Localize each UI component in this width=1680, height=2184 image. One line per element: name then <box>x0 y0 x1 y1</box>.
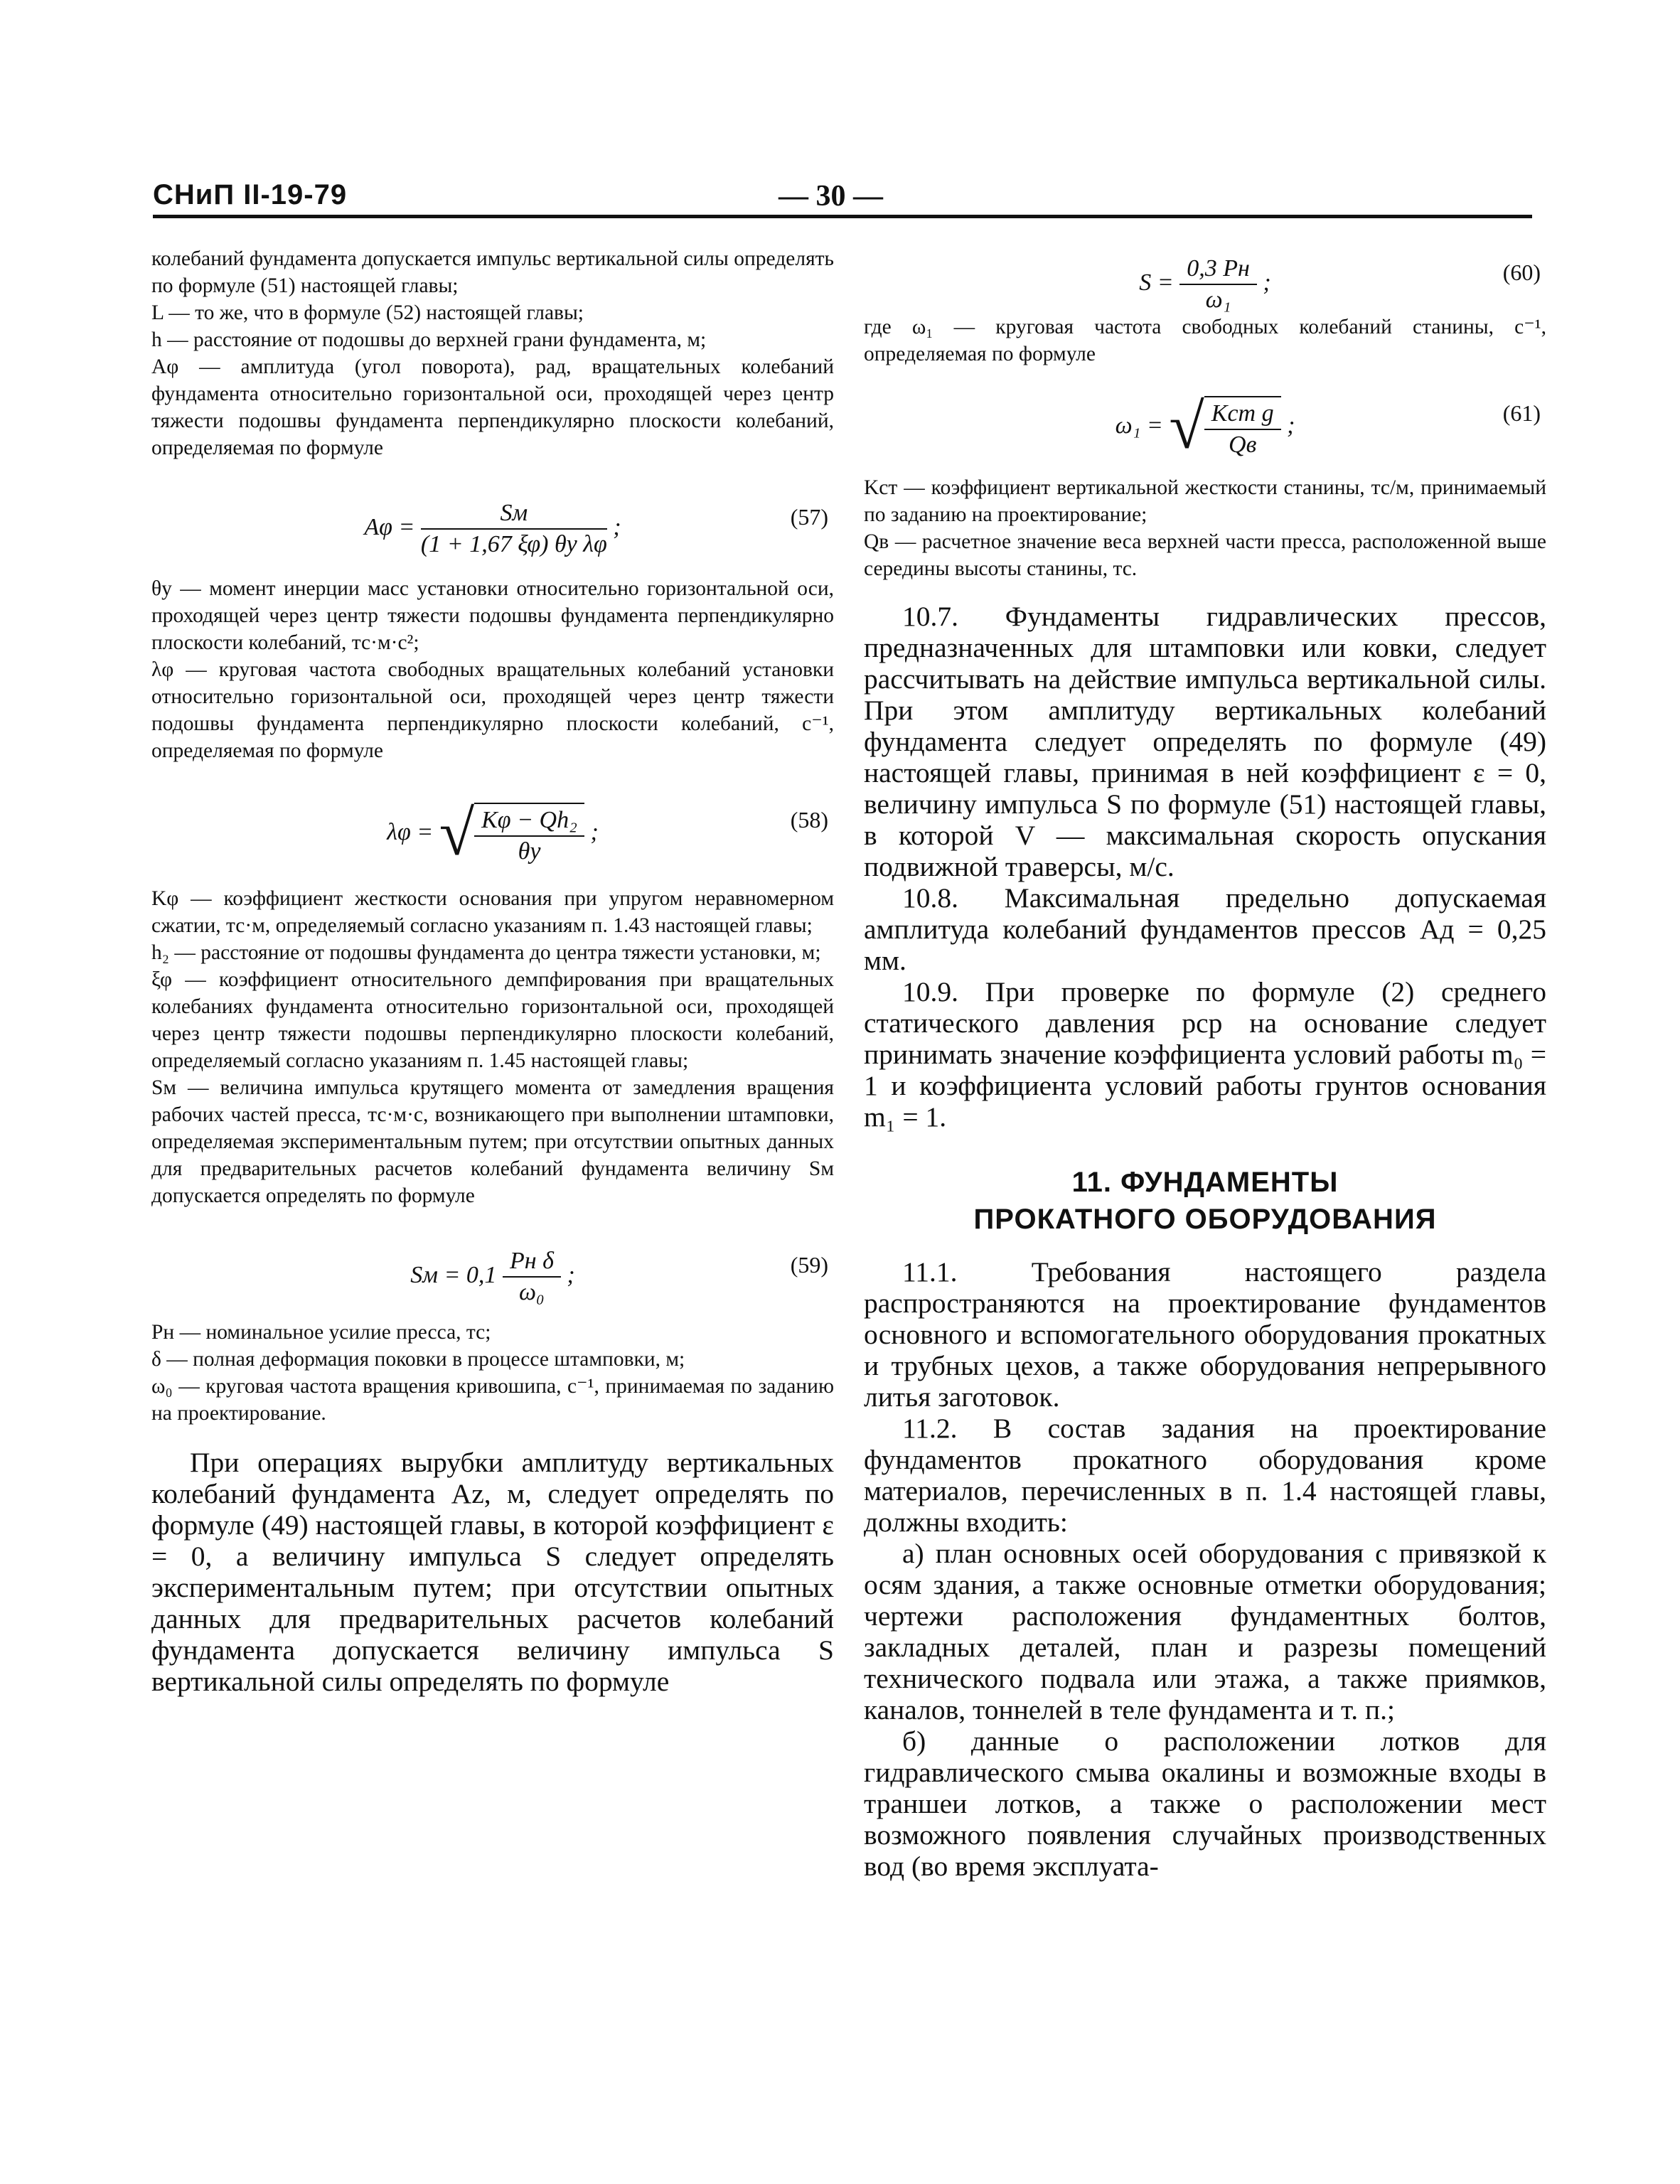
formula-58-lhs: λφ = <box>387 818 434 845</box>
definition-K-st: Kст — коэффициент вертикальной жесткости станины, тс/м, принимаемый по заданию на проектирование; <box>864 476 1546 526</box>
formula-59-denominator: ω₀ <box>519 1279 545 1305</box>
definition-K-phi: Kφ — коэффициент жесткости основания при упругом неравномерном сжатии, тс·м, определяемый согласно указаниям п. 1.43 настоящей главы; <box>151 887 834 937</box>
formula-59-fraction <box>503 1248 561 1306</box>
sqrt-icon: √ <box>439 798 475 869</box>
definition-theta: θу — момент инерции масс установки относительно горизонтальной оси, проходящей через центр тяжести подошвы фундамента перпендикулярно плоскости колебаний, тс·м·с²; <box>151 577 834 654</box>
page-number: — 30 — <box>779 180 883 213</box>
formula-57: Aφ = $\frac{Sм}{\text{(1 + 1,67 ξφ) θу λφ}}$ ; (57) <box>364 500 828 557</box>
formula-61-fraction <box>1204 400 1281 459</box>
section-title <box>864 1164 1546 1238</box>
formula-60-number: (60) <box>1502 259 1541 285</box>
definition-A-phi: Aφ — амплитуда (угол поворота), рад, вращательных колебаний фундамента относительно горизонтальной оси, проходящей через центр тяжести подошвы фундамента перпендикулярно плоскости колебаний, определяемая по формуле <box>151 355 834 459</box>
clause-10-9: 10.9. При проверке по формуле (2) среднего статического давления pср на основание следует принимать значение коэффициента условий работы m₀ = 1 и коэффициента условий работы грунтов основания m₁ = 1. <box>864 976 1546 1133</box>
section-title-line-2: ПРОКАТНОГО ОБОРУДОВАНИЯ <box>973 1204 1437 1235</box>
document-code: СНиП II-19-79 <box>153 179 348 210</box>
formula-61-lhs: ω₁ = <box>1115 412 1163 439</box>
formula-57-denominator: (1 + 1,67 ξφ) θу λφ <box>420 531 607 557</box>
formula-58-number: (58) <box>790 807 828 833</box>
formula-60: S = $\frac{0,3 Pн}{\text{ω₁}}$ ; (60) <box>1139 255 1541 313</box>
paragraph-stamping: При операциях вырубки амплитуду вертикальных колебаний фундамента Az, м, следует определять по формуле (49) настоящей главы, в которой коэффициент ε = 0, а величину импульса S следует определять экспериментальным путем; при отсутствии опытных данных для предварительных расчетов колебаний фундамента допускается величину импульса S вертикальной силы определять по формуле <box>151 1447 834 1697</box>
definition-Q-v: Qв — расчетное значение веса верхней части пресса, расположенной выше середины высоты станины, тс. <box>864 530 1546 580</box>
section-title-line-1: 11. ФУНДАМЕНТЫ <box>1071 1167 1339 1198</box>
definition-h2: h₂ — расстояние от подошвы фундамента до центра тяжести установки, м; <box>151 941 821 964</box>
formula-59-number: (59) <box>790 1252 828 1278</box>
clause-11-2: 11.2. В состав задания на проектирование фундаментов прокатного оборудования кроме материалов, перечисленных в п. 1.4 настоящей главы, должны входить: <box>864 1413 1546 1538</box>
formula-60-lhs: S = <box>1139 269 1174 296</box>
formula-57-number: (57) <box>790 504 828 530</box>
header-rule <box>153 215 1532 218</box>
definition-omega0: ω₀ — круговая частота вращения кривошипа, с⁻¹, принимаемая по заданию на проектирование. <box>151 1375 834 1425</box>
formula-60-denominator: ω₁ <box>1205 287 1231 313</box>
sqrt-icon: √ <box>1169 392 1204 462</box>
formula-61-denominator: Qв <box>1229 432 1257 458</box>
clause-11-2-a: а) план основных осей оборудования с привязкой к осям здания, а также основные отметки оборудования; чертежи расположения фундаментных болтов, закладных деталей, план и разрезы помещений технического подвала или этажа, а также приямков, каналов, тоннелей в теле фундамента и т. п.; <box>864 1538 1546 1725</box>
formula-60-numerator: 0,3 Pн <box>1179 255 1257 285</box>
clause-11-1: 11.1. Требования настоящего раздела распространяются на проектирование фундаментов основного и вспомогательного оборудования прокатных и трубных цехов, а также оборудования непрерывного литья заготовок. <box>864 1256 1546 1413</box>
formula-58-numerator: Kφ − Qh₂ <box>474 807 584 837</box>
clause-11-2-b: б) данные о расположении лотков для гидравлического смыва окалины и возможные входы в траншеи лотков, а также о расположении мест возможного появления случайных производственных вод (во время эксплуата- <box>864 1725 1546 1882</box>
page-header <box>153 179 1532 216</box>
definition-h: h — расстояние от подошвы до верхней грани фундамента, м; <box>151 328 707 351</box>
formula-57-numerator: Sм <box>421 500 607 530</box>
formula-58-fraction <box>474 807 584 865</box>
formula-57-lhs: Aφ = <box>364 513 415 540</box>
formula-61-numerator: Kст g <box>1204 400 1281 430</box>
formula-58-denominator: θу <box>518 838 541 864</box>
formula-58: λφ = √ $\frac{\text{Kφ − Qh₂}}{\theta у}$ ; (58) <box>387 798 828 869</box>
formula-59-numerator: Pн δ <box>503 1248 561 1278</box>
left-column <box>151 245 834 1697</box>
definition-L: L — то же, что в формуле (52) настоящей главы; <box>151 301 584 324</box>
definition-delta: δ — полная деформация поковки в процессе штамповки, м; <box>151 1348 685 1371</box>
formula-61-number: (61) <box>1502 400 1541 426</box>
definition-S-m: Sм — величина импульса крутящего момента от замедления вращения рабочих частей пресса, тс·м·с, возникающего при выполнении штамповки, определяемая экспериментальным путем; при отсутствии опытных данных для предварительных расчетов колебаний фундамента величину Sм допускается определять по формуле <box>151 1076 834 1207</box>
formula-59: Sм = 0,1 $\frac{\text{Pн δ}}{\text{ω₀}}$ ; (59) <box>410 1248 828 1305</box>
right-column <box>864 245 1546 1882</box>
formula-57-fraction <box>421 500 607 558</box>
formula-59-lhs: Sм = 0,1 <box>410 1261 497 1288</box>
definition-omega1: где ω₁ — круговая частота свободных колебаний станины, с⁻¹, определяемая по формуле <box>864 316 1546 365</box>
clause-10-8: 10.8. Максимальная предельно допускаемая амплитуда колебаний фундаментов прессов Aд = 0,25 мм. <box>864 882 1546 976</box>
definition-P-n: Pн — номинальное усилие пресса, тс; <box>151 1321 491 1344</box>
definition-xi-phi: ξφ — коэффициент относительного демпфирования при вращательных колебаниях фундамента относительно горизонтальной оси, проходящей через центр тяжести подошвы перпендикулярно плоскости колебаний, определяемый согласно указаниям п. 1.45 настоящей главы; <box>151 968 834 1072</box>
clause-10-7: 10.7. Фундаменты гидравлических прессов, предназначенных для штамповки или ковки, следует рассчитывать на действие импульса вертикальной силы. При этом амплитуду вертикальных колебаний фундамента следует определять по формуле (49) настоящей главы, принимая в ней коэффициент ε = 0, величину импульса S по формуле (51) настоящей главы, в которой V — максимальная скорость опускания подвижной траверсы, м/с. <box>864 601 1546 882</box>
paragraph: колебаний фундамента допускается импульс вертикальной силы определять по формуле (51) настоящей главы; <box>151 247 834 297</box>
formula-60-fraction <box>1179 255 1257 314</box>
definition-lambda: λφ — круговая частота свободных вращательных колебаний установки относительно горизонтальной оси, проходящей через центр тяжести подошвы фундамента перпендикулярно плоскости колебаний, с⁻¹, определяемая по формуле <box>151 658 834 762</box>
formula-61: ω₁ = √ $\frac{\text{Kст g}}{Qв}$ ; (61) <box>1115 392 1541 462</box>
